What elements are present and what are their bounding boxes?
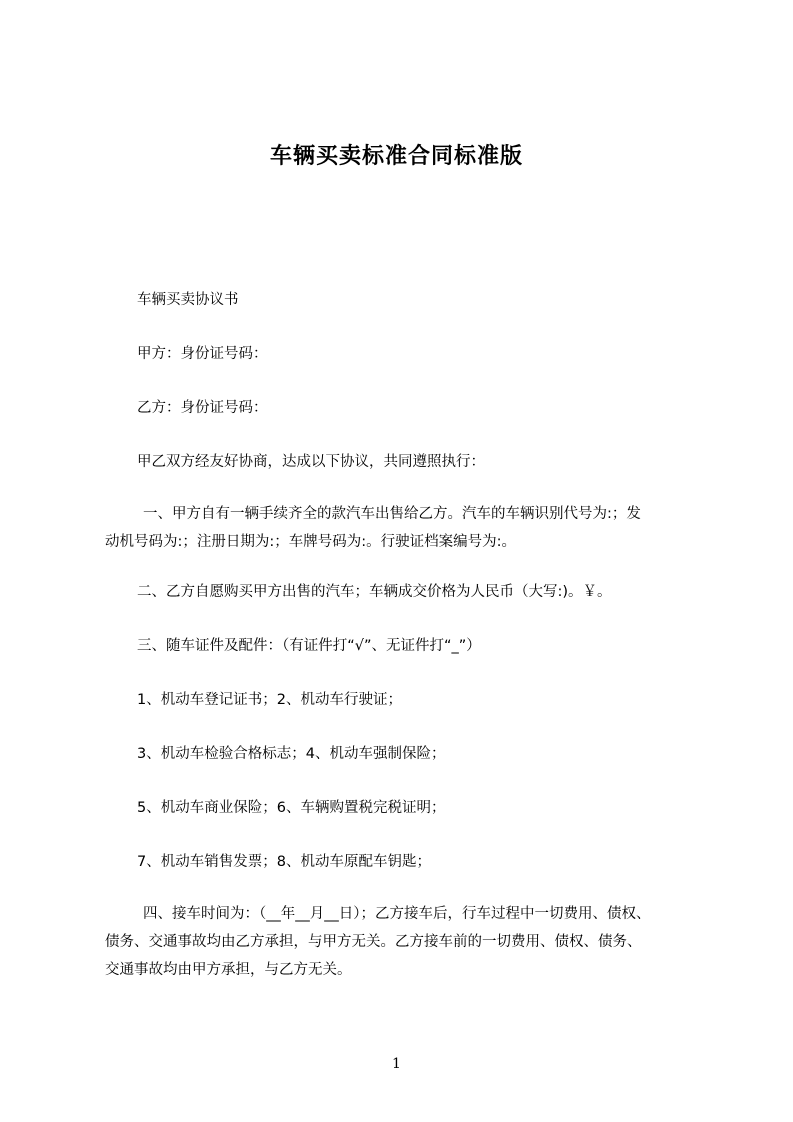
page-number: 1 (392, 1056, 401, 1072)
clause-4-line-1: 四、接车时间为：（__年__月__日）；乙方接车后，行车过程中一切费用、债权、 (143, 906, 651, 922)
clause-4-line-3: 交通事故均由甲方承担，与乙方无关。 (105, 962, 352, 978)
clause-3-paragraph: 三、随车证件及配件：（有证件打“√”、无证件打“_”） (137, 638, 481, 654)
clause-1-paragraph (105, 504, 705, 552)
attachment-items-3-4: 3、机动车检验合格标志；4、机动车强制保险； (137, 746, 446, 762)
clause-4-paragraph (105, 904, 705, 980)
attachment-items-5-6: 5、机动车商业保险；6、车辆购置税完税证明； (137, 800, 446, 816)
attachment-items-7-8: 7、机动车销售发票；8、机动车原配车钥匙； (137, 854, 431, 870)
document-title: 车辆买卖标准合同标准版 (269, 144, 523, 169)
attachment-items-1-2: 1、机动车登记证书；2、机动车行驶证； (137, 692, 402, 708)
clause-1-line-2: 动机号码为:；注册日期为:；车牌号码为:。行驶证档案编号为:。 (105, 534, 517, 550)
clause-4-line-2: 债务、交通事故均由乙方承担，与甲方无关。乙方接车前的一切费用、债权、债务、 (105, 934, 642, 950)
agreement-heading: 车辆买卖协议书 (137, 292, 239, 308)
party-b-line: 乙方：身份证号码： (137, 400, 268, 416)
preamble-paragraph: 甲乙双方经友好协商，达成以下协议，共同遵照执行： (137, 454, 485, 470)
party-a-line: 甲方：身份证号码： (137, 346, 268, 362)
clause-1-line-1: 一、甲方自有一辆手续齐全的款汽车出售给乙方。汽车的车辆识别代号为:；发 (143, 506, 641, 522)
clause-2-paragraph: 二、乙方自愿购买甲方出售的汽车；车辆成交价格为人民币（大写:)。￥。 (137, 584, 612, 600)
